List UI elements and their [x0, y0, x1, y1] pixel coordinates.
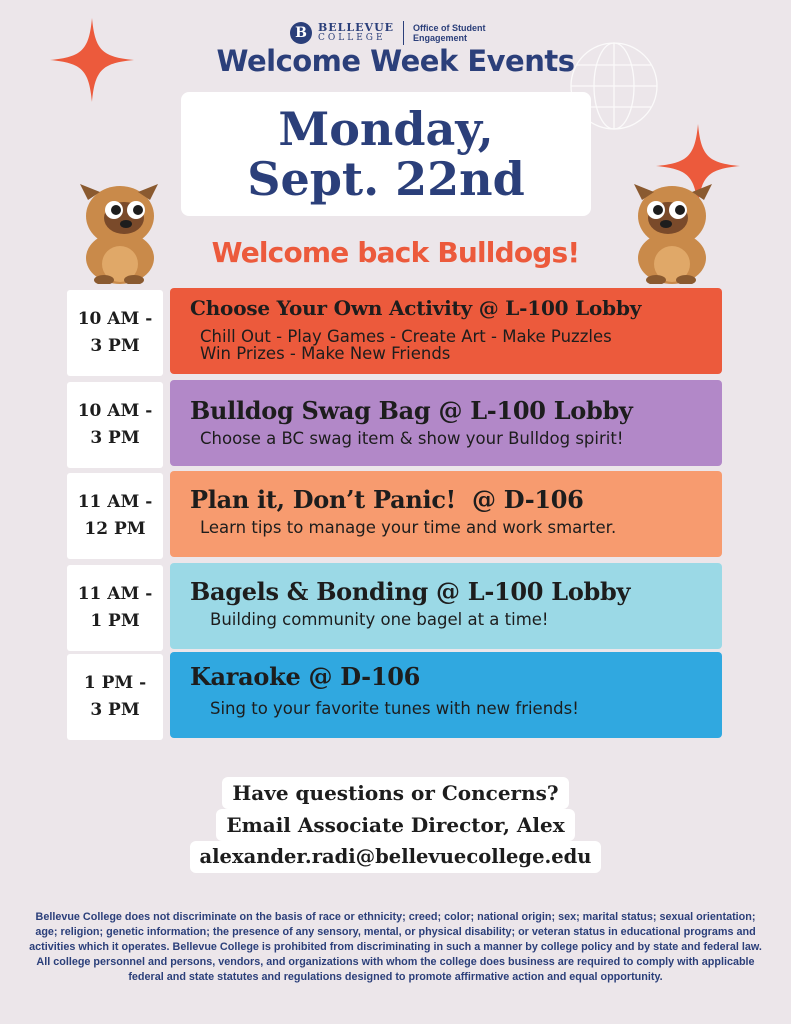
event-row	[67, 471, 722, 557]
event-time-end: 3 PM	[90, 336, 140, 356]
event-time	[67, 565, 163, 651]
event-row	[67, 288, 722, 374]
logo-line1: BELLEVUE	[318, 21, 395, 34]
event-name: Choose Your Own Activity @ L-100 Lobby	[190, 296, 642, 320]
event-name: Bulldog Swag Bag @ L-100 Lobby	[190, 396, 633, 425]
office-line2: Engagement	[413, 33, 468, 43]
logo-badge-icon: B	[290, 22, 312, 44]
event-row	[67, 652, 722, 738]
event-card	[170, 288, 722, 374]
event-time-start: 10 AM -	[77, 401, 153, 421]
event-description-line1: Chill Out - Play Games - Create Art - Make Puzzles	[200, 327, 612, 346]
event-name: Plan it, Don’t Panic! @ D-106	[190, 485, 584, 514]
logo-divider	[403, 21, 404, 45]
event-time	[67, 654, 163, 740]
office-name	[413, 23, 486, 43]
event-time-start: 11 AM -	[77, 584, 153, 604]
event-card	[170, 471, 722, 557]
event-description: Building community one bagel at a time!	[210, 610, 549, 629]
event-time-end: 1 PM	[90, 611, 140, 631]
event-time	[67, 290, 163, 376]
event-card	[170, 652, 722, 738]
nondiscrimination-disclaimer: Bellevue College does not discriminate on the basis of race or ethnicity; creed; color; national origin; sex; marital status; sexual orientation; age; religion; genetic information; the presence of any sensory, mental, or physical disability; or veteran status in educational programs and activities which it operates. Bellevue College is prohibited from discriminating in such a manner by college policy and by state and federal law. All college personnel and persons, vendors, and organizations with whom the college does business are required to comply with applicable federal and state statutes and regulations designed to promote affirmative action and equal opportunity.	[29, 911, 762, 983]
event-description	[190, 328, 710, 362]
event-time-start: 1 PM -	[83, 673, 147, 693]
college-logo	[290, 20, 486, 46]
date-date: Sept. 22nd	[247, 152, 525, 206]
event-row	[67, 563, 722, 649]
event-time-start: 10 AM -	[77, 309, 153, 329]
event-time-end: 3 PM	[90, 428, 140, 448]
event-time-start: 11 AM -	[77, 492, 153, 512]
contact-instruction: Email Associate Director, Alex	[216, 809, 574, 841]
contact-question: Have questions or Concerns?	[222, 777, 568, 809]
office-line1: Office of Student	[413, 23, 486, 33]
date-banner	[181, 92, 591, 216]
event-card	[170, 380, 722, 466]
event-time-end: 12 PM	[84, 519, 146, 539]
event-name: Bagels & Bonding @ L-100 Lobby	[190, 577, 631, 606]
event-card	[170, 563, 722, 649]
event-time	[67, 473, 163, 559]
welcome-tagline: Welcome back Bulldogs!	[211, 236, 580, 269]
page-title: Welcome Week Events	[216, 44, 575, 78]
event-time-end: 3 PM	[90, 700, 140, 720]
date-day: Monday,	[278, 102, 494, 156]
event-description: Choose a BC swag item & show your Bulldog spirit!	[200, 429, 624, 448]
event-description: Sing to your favorite tunes with new friends!	[210, 699, 579, 718]
logo-wordmark	[318, 23, 394, 43]
event-row	[67, 380, 722, 466]
contact-email[interactable]: alexander.radi@bellevuecollege.edu	[190, 841, 602, 873]
contact-block	[0, 777, 791, 873]
event-time	[67, 382, 163, 468]
logo-line2: COLLEGE	[318, 33, 386, 43]
event-description: Learn tips to manage your time and work smarter.	[200, 518, 617, 537]
event-name: Karaoke @ D-106	[190, 662, 421, 691]
event-description-line2: Win Prizes - Make New Friends	[200, 344, 451, 363]
